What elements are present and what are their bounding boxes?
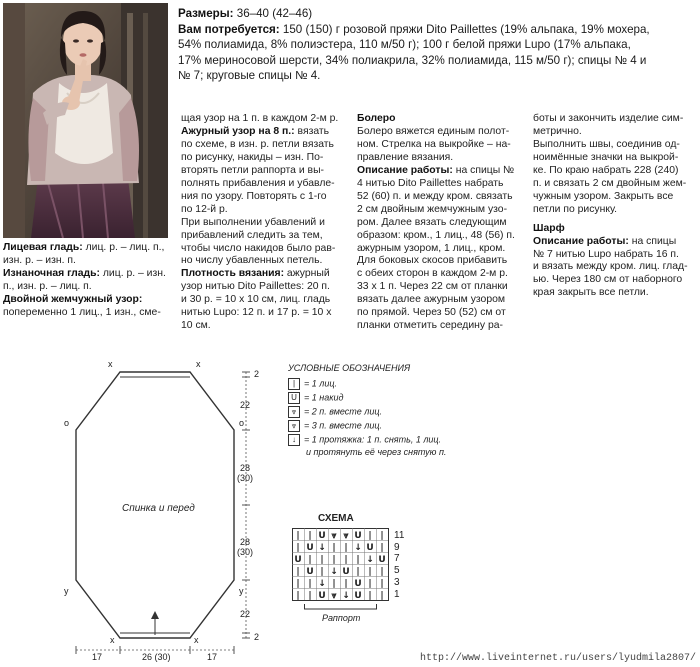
mark-y-left: y bbox=[64, 586, 69, 596]
face-stitch-label: Лицевая гладь: bbox=[3, 242, 83, 253]
needs-line-1 bbox=[178, 22, 696, 38]
dim-bottom-band: 2 bbox=[254, 632, 260, 642]
svg-text:|: | bbox=[332, 543, 336, 553]
svg-text:|: | bbox=[356, 555, 360, 565]
slip-stitch-icon: ↓ bbox=[288, 434, 300, 446]
svg-text:|: | bbox=[368, 579, 372, 589]
finish-text: петли по рисунку. bbox=[533, 203, 618, 215]
purl-stitch-text-1: лиц. р. – изн. bbox=[99, 267, 166, 279]
face-stitch-line-1 bbox=[3, 242, 173, 255]
work-desc-tail: на спицы № bbox=[452, 164, 515, 176]
legend-text: = 1 протяжка: 1 п. снять, 1 лиц. bbox=[304, 434, 442, 445]
svg-text:|: | bbox=[296, 591, 300, 601]
scarf-desc-label: Описание работы: bbox=[533, 235, 629, 247]
svg-text:↓: ↓ bbox=[330, 567, 338, 577]
scarf-desc-text: края закрыть все петли. bbox=[533, 287, 649, 299]
col2-line-1: щая узор на 1 п. в каждом 2-м р. bbox=[181, 113, 339, 124]
svg-text:↓: ↓ bbox=[366, 555, 374, 565]
finish-text: ке. По краю набрать 228 (240) bbox=[533, 164, 679, 176]
work-desc-text: вязать далее ажурным узором bbox=[357, 294, 506, 306]
legend-text: = 3 п. вместе лиц. bbox=[304, 420, 383, 431]
work-desc-text: образом: кром., 1 лиц., 48 (56) п. bbox=[357, 229, 515, 241]
column-3 bbox=[357, 113, 527, 333]
density-tail: ажурный bbox=[284, 268, 330, 280]
legend-text: = 1 накид bbox=[304, 392, 344, 403]
purl-stitch-label: Изнаночная гладь: bbox=[3, 267, 100, 279]
svg-text:⩔: ⩔ bbox=[331, 591, 337, 601]
svg-text:U: U bbox=[306, 567, 314, 577]
dim-bottom-left-17: 17 bbox=[92, 652, 103, 662]
svg-text:⩔: ⩔ bbox=[343, 531, 349, 541]
svg-text:↓: ↓ bbox=[318, 543, 326, 553]
svg-text:|: | bbox=[332, 579, 336, 589]
density-text: и 30 р. = 10 х 10 см, лиц. гладь bbox=[181, 294, 331, 306]
dim-22-bottom: 22 bbox=[240, 609, 251, 619]
legend-item-k2tog bbox=[288, 406, 382, 418]
row-numbers bbox=[394, 530, 404, 600]
svg-text:|: | bbox=[296, 579, 300, 589]
scarf-desc-text: и вязать между кром. лиц. глад- bbox=[533, 261, 688, 273]
face-stitch-text-1: лиц. р. – лиц. п., bbox=[82, 242, 165, 253]
column-4 bbox=[533, 113, 698, 300]
svg-text:U: U bbox=[318, 591, 326, 601]
purl-stitch-line-1 bbox=[3, 268, 173, 281]
needs-line-3: 17% мериносовой шерсти, 34% полиакрила, 32% полиамида, 115 м/50 г); спицы № 4 и bbox=[178, 53, 647, 67]
stitch-chart bbox=[292, 528, 392, 604]
scarf-desc-tail: на спицы bbox=[628, 235, 677, 247]
legend-text: = 2 п. вместе лиц. bbox=[304, 406, 383, 417]
svg-text:|: | bbox=[344, 555, 348, 565]
ajour-label: Ажурный узор на 8 п.: bbox=[181, 125, 295, 137]
dim-bottom-width: 26 (30) bbox=[142, 652, 171, 662]
legend bbox=[288, 363, 488, 463]
work-desc-text: ажурным узором, 1 лиц., кром. bbox=[357, 242, 506, 254]
work-desc-line bbox=[357, 165, 527, 178]
work-desc-text: ром. Далее вязать следующим bbox=[357, 216, 507, 228]
density-text: узор нитью Dito Paillettes: 20 п. bbox=[181, 281, 330, 293]
row-number: 3 bbox=[394, 576, 400, 588]
svg-text:|: | bbox=[368, 567, 372, 577]
finish-text: метрично. bbox=[533, 125, 582, 137]
mark-x-bottom-right: x bbox=[194, 635, 199, 645]
legend-item-yarnover bbox=[288, 392, 343, 404]
mark-x-bottom-left: x bbox=[110, 635, 115, 645]
pearl-stitch-label bbox=[3, 294, 173, 307]
svg-text:|: | bbox=[344, 543, 348, 553]
work-desc-text: 4 нитью Dito Paillettes набрать bbox=[357, 177, 504, 189]
work-desc-text: по прямой. Через 50 (52) см от bbox=[357, 307, 506, 319]
density-text: 10 см. bbox=[181, 320, 211, 332]
ajour-text: прибавлений следить за тем, bbox=[181, 229, 323, 241]
mark-y-right: y bbox=[239, 586, 244, 596]
svg-text:|: | bbox=[380, 579, 384, 589]
legend-title: УСЛОВНЫЕ ОБОЗНАЧЕНИЯ bbox=[288, 363, 411, 373]
work-desc-text: 52 (60) п. и между кром. связать bbox=[357, 190, 513, 202]
svg-text:|: | bbox=[356, 567, 360, 577]
bolero-text: ном. Стрелка на выкройке – на- bbox=[357, 138, 511, 150]
svg-text:|: | bbox=[380, 567, 384, 577]
svg-text:|: | bbox=[368, 591, 372, 601]
mark-x-left: x bbox=[108, 359, 113, 369]
column-1 bbox=[3, 242, 173, 320]
column-2 bbox=[181, 113, 351, 333]
ajour-text: по 12-й р. bbox=[181, 203, 228, 215]
svg-text:|: | bbox=[380, 531, 384, 541]
svg-text:U: U bbox=[318, 531, 326, 541]
ajour-text: по схеме, в изн. р. петли вязать bbox=[181, 138, 334, 150]
finish-text: боты и закончить изделие сим- bbox=[533, 113, 684, 124]
work-desc-text: 33 х 1 п. Через 22 см от планки bbox=[357, 281, 508, 293]
needs-line-4: № 7; круговые спицы № 4. bbox=[178, 69, 321, 83]
row-number: 11 bbox=[394, 530, 405, 541]
bolero-text: правление вязания. bbox=[357, 151, 454, 163]
svg-text:|: | bbox=[308, 591, 312, 601]
svg-text:|: | bbox=[320, 567, 324, 577]
woman-in-bolero-image bbox=[3, 3, 168, 238]
dim-28-a: 28 bbox=[240, 463, 251, 473]
work-desc-text: 2 см двойным жемчужным узо- bbox=[357, 203, 508, 215]
svg-text:|: | bbox=[380, 591, 384, 601]
svg-text:↓: ↓ bbox=[354, 543, 362, 553]
row-number: 1 bbox=[394, 588, 400, 600]
dim-bottom-right-17: 17 bbox=[207, 652, 218, 662]
legend-text: = 1 лиц. bbox=[304, 378, 337, 389]
k3tog-icon: ⩔ bbox=[288, 420, 300, 432]
mark-o-left: o bbox=[64, 418, 70, 428]
scheme-title: СХЕМА bbox=[318, 513, 354, 524]
rapport-label: Раппорт bbox=[322, 613, 361, 623]
mark-x-right: x bbox=[196, 359, 201, 369]
sizes-label: Размеры: bbox=[178, 7, 234, 20]
pearl-stitch-text-1: попеременно 1 лиц., 1 изн., сме- bbox=[3, 306, 161, 318]
sizes-line bbox=[178, 6, 696, 22]
arrow-head-icon bbox=[151, 611, 159, 619]
needs-label: Вам потребуется: bbox=[178, 22, 280, 36]
row-number: 7 bbox=[394, 553, 400, 565]
density-label: Плотность вязания: bbox=[181, 268, 285, 280]
ajour-text: ния по узору. Повторять с 1-го bbox=[181, 190, 327, 202]
dim-top-band: 2 bbox=[254, 369, 260, 379]
k2tog-icon: ⩔ bbox=[288, 406, 300, 418]
materials-header bbox=[178, 6, 696, 84]
ajour-text: вторять петли раппорта и вы- bbox=[181, 164, 324, 176]
svg-text:U: U bbox=[378, 555, 386, 565]
svg-text:|: | bbox=[308, 579, 312, 589]
svg-text:|: | bbox=[308, 531, 312, 541]
pearl-stitch-title: Двойной жемчужный узор: bbox=[3, 293, 143, 305]
svg-text:|: | bbox=[332, 555, 336, 565]
svg-text:|: | bbox=[308, 555, 312, 565]
work-desc-label: Описание работы: bbox=[357, 164, 453, 176]
dim-22-top: 22 bbox=[240, 400, 251, 410]
ajour-text: чтобы число накидов было рав- bbox=[181, 242, 336, 254]
dim-30-a: (30) bbox=[237, 473, 254, 483]
scarf-desc-text: № 7 нитью Lupo набрать 16 п. bbox=[533, 248, 679, 260]
legend-item-knit bbox=[288, 378, 337, 390]
svg-text:|: | bbox=[296, 543, 300, 553]
finish-text: п. и связать 2 см двойным жем- bbox=[533, 177, 687, 189]
ajour-text: но числу убавленных петель. bbox=[181, 255, 323, 267]
ajour-line bbox=[181, 126, 351, 139]
needs-text-1: 150 (150) г розовой пряжи Dito Paillettes (19% альпака, 19% мохера, bbox=[282, 22, 650, 36]
yarnover-icon: U bbox=[288, 392, 300, 404]
ajour-text: При выполнении убавлений и bbox=[181, 216, 325, 228]
model-photo bbox=[3, 3, 168, 238]
scarf-desc-text: ью. Через 180 см от наборного bbox=[533, 274, 683, 286]
finish-text: чужным узором. Закрыть все bbox=[533, 190, 674, 202]
knit-stitch-icon: | bbox=[288, 378, 300, 390]
svg-text:|: | bbox=[296, 531, 300, 541]
legend-item-k3tog bbox=[288, 420, 382, 432]
svg-text:U: U bbox=[354, 591, 362, 601]
legend-item-ssk bbox=[288, 434, 441, 446]
bolero-text: Болеро вяжется единым полот- bbox=[357, 125, 510, 137]
needs-line-2: 54% полиамида, 8% полиэстера, 110 м/50 г); 100 г белой пряжи Lupo (17% альпака, bbox=[178, 38, 631, 52]
density-line bbox=[181, 268, 351, 281]
svg-text:|: | bbox=[368, 531, 372, 541]
finish-text: ноимённые значки на выкрой- bbox=[533, 151, 679, 163]
purl-stitch-text-2: п., изн. р. – лиц. п. bbox=[3, 280, 92, 292]
svg-text:U: U bbox=[294, 555, 302, 565]
density-text: нитью Lupo: 12 п. и 17 р. = 10 х bbox=[181, 307, 332, 319]
ajour-tail: вязать bbox=[294, 125, 330, 137]
svg-text:|: | bbox=[344, 579, 348, 589]
svg-text:|: | bbox=[380, 543, 384, 553]
svg-text:U: U bbox=[354, 579, 362, 589]
sizes-value: 36–40 (42–46) bbox=[236, 7, 313, 20]
work-desc-text: Для боковых скосов прибавить bbox=[357, 255, 508, 267]
watermark: http://www.liveinternet.ru/users/lyudmila2807/ bbox=[419, 653, 696, 664]
scarf-title bbox=[533, 223, 698, 236]
scarf-heading: Шарф bbox=[533, 222, 565, 234]
bolero-heading: Болеро bbox=[357, 113, 396, 124]
legend-extra: и протянуть её через снятую п. bbox=[306, 447, 447, 457]
mark-o-right: o bbox=[239, 418, 245, 428]
work-desc-text: планки отметить середину ра- bbox=[357, 320, 503, 332]
face-stitch-text-2: изн. р. – изн. п. bbox=[3, 254, 76, 266]
dim-30-b: (30) bbox=[237, 547, 254, 557]
svg-text:↓: ↓ bbox=[342, 591, 350, 601]
back-front-label: Спинка и перед bbox=[122, 503, 195, 514]
svg-text:U: U bbox=[342, 567, 350, 577]
work-desc-text: с обеих сторон в каждом 2-м р. bbox=[357, 268, 508, 280]
row-number: 5 bbox=[394, 565, 400, 577]
ajour-text: по рисунку, накиды – изн. По- bbox=[181, 151, 324, 163]
bolero-title bbox=[357, 113, 527, 126]
ajour-text: полнять прибавления и убавле- bbox=[181, 177, 335, 189]
row-number: 9 bbox=[394, 541, 400, 553]
svg-text:⩔: ⩔ bbox=[331, 531, 337, 541]
finish-text: Выполнить швы, соединив од- bbox=[533, 138, 680, 150]
svg-text:U: U bbox=[366, 543, 374, 553]
svg-text:|: | bbox=[320, 555, 324, 565]
svg-text:U: U bbox=[306, 543, 314, 553]
rapport-bracket bbox=[292, 603, 392, 613]
svg-text:↓: ↓ bbox=[318, 579, 326, 589]
svg-text:|: | bbox=[296, 567, 300, 577]
scarf-desc-line bbox=[533, 236, 698, 249]
dim-28-b: 28 bbox=[240, 537, 251, 547]
svg-text:U: U bbox=[354, 531, 362, 541]
